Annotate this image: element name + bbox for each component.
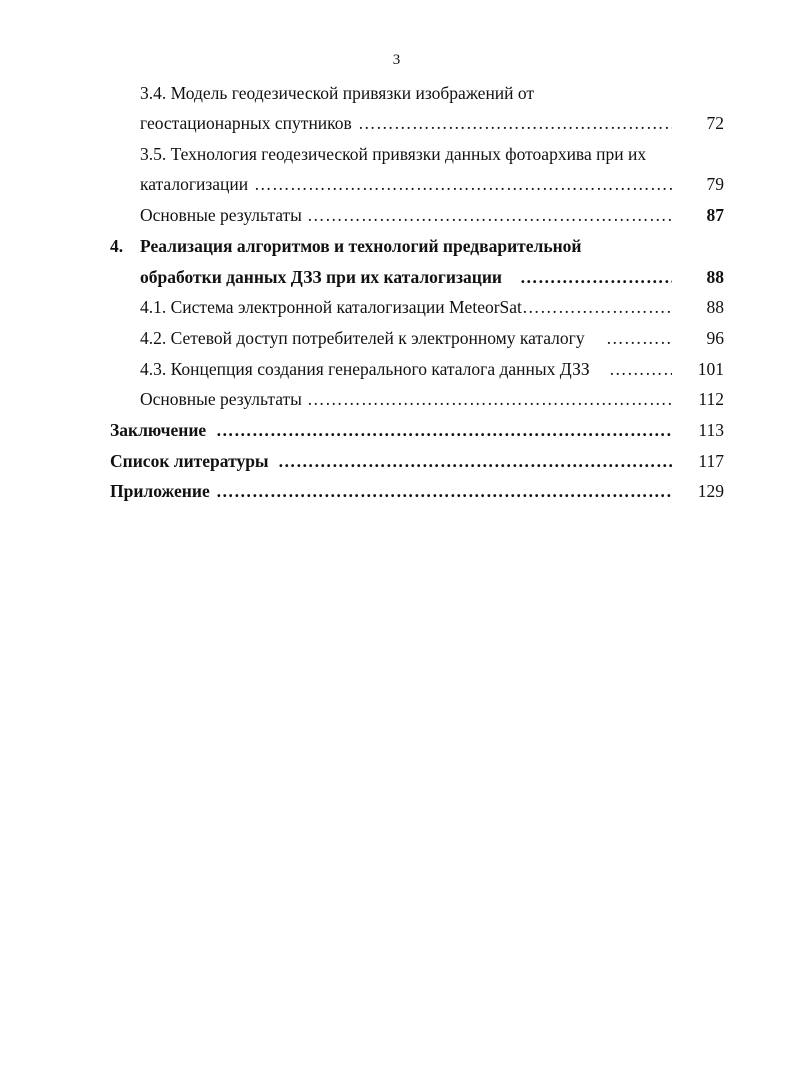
leader-dots [358, 108, 672, 138]
toc-chapter-4-page: 88 [706, 267, 724, 287]
toc-entry-appendix-title: Приложение [110, 481, 210, 501]
toc-chapter-4-title: Реализация алгоритмов и технологий предварительной [140, 236, 582, 256]
toc-chapter-4-number: 4. [110, 236, 124, 256]
toc-entry-4-1-page: 88 [706, 297, 724, 317]
toc-entry-4-1-title: 4.1. Система электронной каталогизации MeteorSat [140, 297, 522, 317]
toc-entry-conclusion-title: Заключение [110, 420, 207, 440]
toc-entry-3-4-page: 72 [706, 113, 724, 133]
toc-entry-4-2-title: 4.2. Сетевой доступ потребителей к электронному каталогу [140, 328, 585, 348]
toc-entry-references-page: 117 [698, 451, 724, 471]
toc-entry-3-5-title: 3.5. Технология геодезической привязки данных фотоархива при их [140, 144, 647, 164]
leader-dots [606, 323, 672, 353]
toc-entry-3-5-title-cont: каталогизации [140, 174, 249, 194]
toc-entry-ch3-results-page: 87 [706, 205, 724, 225]
toc-entry-3-4-title-cont: геостационарных спутников [140, 113, 352, 133]
toc-entry-4-3-page: 101 [697, 359, 724, 379]
page-number: 3 [392, 52, 401, 68]
toc-entry-4-3-title: 4.3. Концепция создания генерального каталога данных ДЗЗ [140, 359, 590, 379]
leader-dots [307, 384, 672, 414]
leader-dots [278, 446, 672, 476]
toc-entry-ch4-results-page: 112 [698, 389, 724, 409]
toc-chapter-4-title-cont: обработки данных ДЗЗ при их каталогизации [140, 267, 502, 287]
leader-dots [254, 169, 672, 199]
toc-entry-references-title: Список литературы [110, 451, 269, 471]
leader-dots [307, 200, 672, 230]
toc-entry-ch4-results-title: Основные результаты [140, 389, 302, 409]
leader-dots [216, 415, 672, 445]
leader-dots [520, 262, 672, 292]
toc-entry-conclusion-page: 113 [698, 420, 724, 440]
leader-dots [216, 476, 672, 506]
leader-dots [522, 292, 672, 322]
toc-entry-3-4-title: 3.4. Модель геодезической привязки изображений от [140, 83, 535, 103]
leader-dots [609, 354, 672, 384]
toc-entry-ch3-results-title: Основные результаты [140, 205, 302, 225]
toc-entry-4-2-page: 96 [706, 328, 724, 348]
toc-entry-3-5-page: 79 [706, 174, 724, 194]
toc-entry-appendix-page: 129 [697, 481, 724, 501]
